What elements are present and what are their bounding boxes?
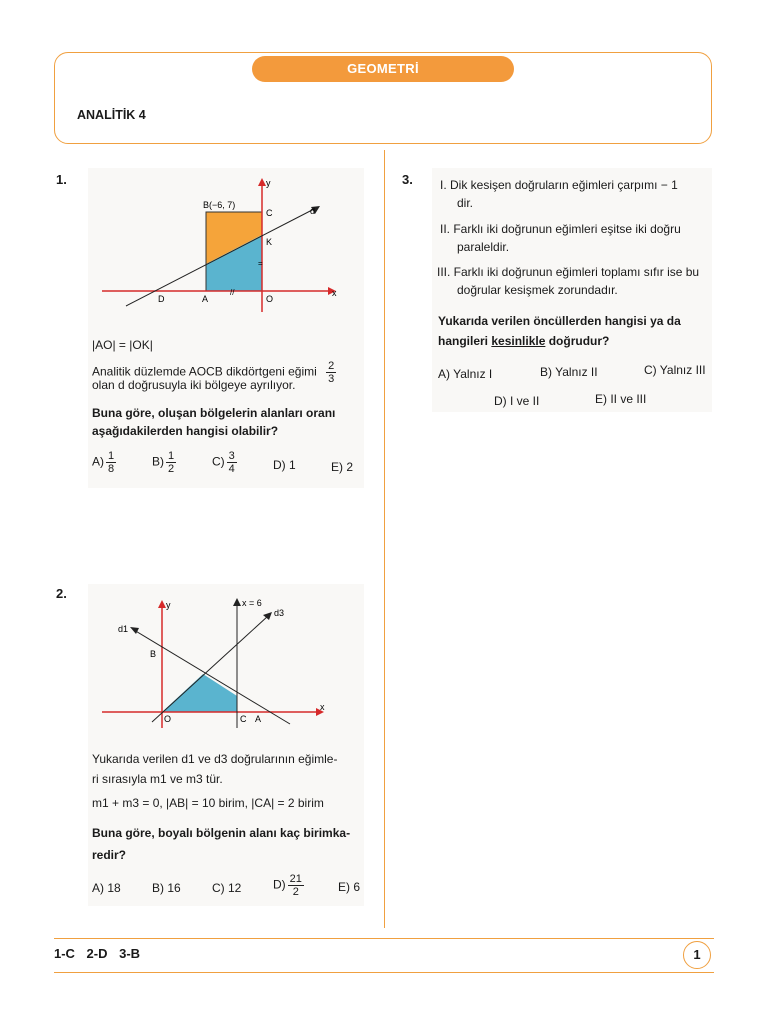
question-2-number: 2. xyxy=(56,586,67,601)
tick-ao: // xyxy=(230,288,235,297)
q1-option-a-num: 1 xyxy=(108,450,115,462)
q1-option-b-fraction xyxy=(166,450,176,475)
line-d1-label: d1 xyxy=(118,624,129,634)
y-axis-label: y xyxy=(266,178,271,188)
q1-option-b[interactable] xyxy=(152,450,178,475)
point-k-label: K xyxy=(266,237,273,247)
point-c-label: C xyxy=(266,208,273,218)
y-axis-arrow xyxy=(158,600,166,608)
point-a-label: A xyxy=(255,714,262,724)
q1-question-1: Buna göre, oluşan bölgelerin alanları oranı xyxy=(92,406,336,420)
q1-option-a-fraction xyxy=(106,450,116,475)
q1-given: |AO| = |OK| xyxy=(92,338,153,352)
y-axis-arrow xyxy=(258,178,266,186)
x-axis-label: x xyxy=(332,288,337,298)
subject-title: GEOMETRİ xyxy=(252,56,514,82)
q2-option-c[interactable]: C) 12 xyxy=(212,881,242,895)
q2-option-d-fraction xyxy=(288,873,304,898)
q2-option-b[interactable]: B) 16 xyxy=(152,881,181,895)
line-d3-label: d3 xyxy=(274,608,285,618)
question-3-number: 3. xyxy=(402,172,413,187)
q3-option-b[interactable]: B) Yalnız II xyxy=(540,365,598,379)
q3-statement-1a: I. Dik kesişen doğruların eğimleri çarpımı − 1 xyxy=(440,178,678,192)
q3-statement-2b: paraleldir. xyxy=(457,240,510,254)
shaded-region xyxy=(162,674,237,712)
q3-question-2-underlined: kesinlikle xyxy=(491,334,546,348)
q2-text-1: Yukarıda verilen d1 ve d3 doğrularının eğimle- xyxy=(92,752,338,766)
q1-option-c-fraction xyxy=(227,450,237,475)
q1-option-a-den: 8 xyxy=(108,463,115,475)
q3-option-d[interactable]: D) I ve II xyxy=(494,394,540,408)
point-o-label: O xyxy=(164,714,172,724)
q1-slope-num: 2 xyxy=(328,360,335,372)
q3-statement-3a: III. Farklı iki doğrunun eğimleri toplamı sıfır ise bu xyxy=(437,265,700,279)
line-x-6-label: x = 6 xyxy=(242,598,262,608)
q1-option-e[interactable]: E) 2 xyxy=(331,460,354,474)
q1-text-1-content: Analitik düzlemde AOCB dikdörtgeni eğimi xyxy=(92,364,317,379)
q1-text-2: olan d doğrusuyla iki bölgeye ayrılıyor. xyxy=(92,378,296,392)
q2-text-2: ri sırasıyla m1 ve m3 tür. xyxy=(92,772,223,786)
q3-question-1: Yukarıda verilen öncüllerden hangisi ya da xyxy=(438,314,681,328)
q3-statement-2a: II. Farklı iki doğrunun eğimleri eşitse iki doğru xyxy=(440,222,681,236)
q2-option-a[interactable]: A) 18 xyxy=(92,881,121,895)
q1-option-b-num: 1 xyxy=(168,450,175,462)
question-2-graph xyxy=(92,590,362,730)
q2-option-e[interactable]: E) 6 xyxy=(338,880,361,894)
q1-option-d[interactable]: D) 1 xyxy=(273,458,296,472)
q3-option-a[interactable]: A) Yalnız I xyxy=(438,367,493,381)
line-d-label: d xyxy=(310,206,316,216)
page-number: 1 xyxy=(683,941,711,969)
q2-option-d-num: 21 xyxy=(289,873,302,885)
point-b-label: B xyxy=(150,649,157,659)
point-a-label: A xyxy=(202,294,209,304)
question-1-number: 1. xyxy=(56,172,67,187)
q2-option-d-label: D) xyxy=(273,877,286,892)
q1-option-c-label: C) xyxy=(212,454,225,469)
section-title: ANALİTİK 4 xyxy=(77,108,146,122)
x-axis-label: x xyxy=(320,702,325,712)
q3-statement-3b: doğrular kesişmek zorundadır. xyxy=(457,283,618,297)
q2-text-3: m1 + m3 = 0, |AB| = 10 birim, |CA| = 2 birim xyxy=(92,796,324,810)
q2-question-2: redir? xyxy=(92,848,127,862)
q1-option-a-label: A) xyxy=(92,454,104,469)
point-b-label: B(−6, 7) xyxy=(203,200,236,210)
q2-option-d[interactable] xyxy=(273,873,306,898)
q1-slope-fraction xyxy=(326,360,336,385)
q1-option-c[interactable] xyxy=(212,450,239,475)
footer-line-bottom xyxy=(54,972,714,973)
line-x-6-arrow xyxy=(233,598,241,606)
answer-key: 1-C 2-D 3-B xyxy=(54,946,141,961)
q2-option-d-den: 2 xyxy=(292,886,299,898)
point-o-label: O xyxy=(266,294,274,304)
line-d1-arrow xyxy=(130,627,139,634)
q1-slope-den: 3 xyxy=(328,373,335,385)
q1-option-a[interactable] xyxy=(92,450,118,475)
q1-option-b-label: B) xyxy=(152,454,164,469)
y-axis-label: y xyxy=(166,600,171,610)
point-d-label: D xyxy=(158,294,165,304)
q2-question-1: Buna göre, boyalı bölgenin alanı kaç birimka- xyxy=(92,826,351,840)
q3-statement-1b: dir. xyxy=(457,196,474,210)
q3-option-e[interactable]: E) II ve III xyxy=(595,392,647,406)
point-c-label: C xyxy=(240,714,247,724)
q3-option-c[interactable]: C) Yalnız III xyxy=(644,363,706,377)
footer-line-top xyxy=(54,938,714,939)
q3-question-2-pre: hangileri xyxy=(438,334,492,348)
question-1-graph xyxy=(92,172,362,317)
q3-question-2 xyxy=(438,334,609,348)
q1-option-c-den: 4 xyxy=(228,463,235,475)
q1-question-2: aşağıdakilerden hangisi olabilir? xyxy=(92,424,279,438)
q3-question-2-post: doğrudur? xyxy=(545,334,610,348)
q1-option-c-num: 3 xyxy=(228,450,235,462)
tick-ok: = xyxy=(258,259,263,268)
column-divider xyxy=(384,150,385,928)
q1-option-b-den: 2 xyxy=(168,463,175,475)
